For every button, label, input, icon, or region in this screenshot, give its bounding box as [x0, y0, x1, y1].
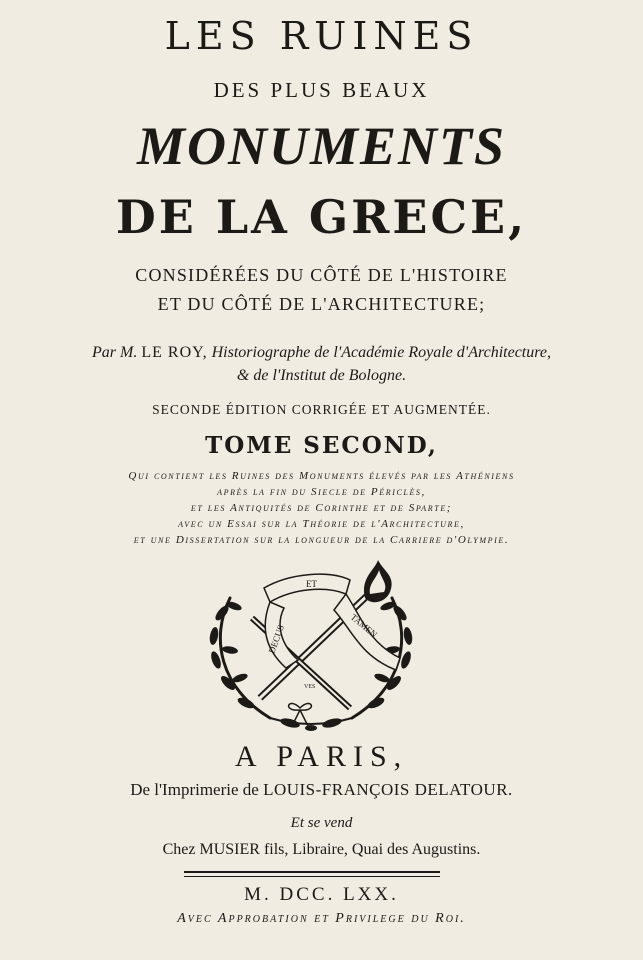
ribbon-word-decus: DECUS: [266, 623, 286, 655]
divider-thick: [184, 871, 440, 873]
bookseller-suffix: fils, Libraire, Quai des Augustins.: [263, 841, 481, 858]
bookseller-prefix: Chez: [162, 841, 196, 858]
vignette-small-text: VES: [304, 684, 316, 690]
edition-note: SECONDE ÉDITION CORRIGÉE ET AUGMENTÉE.: [152, 402, 491, 417]
ribbon-word-et: ET: [306, 579, 317, 589]
author-line: [0, 344, 643, 362]
contents-line: Qui contient les Ruines des Monuments élevés par les Athéniens: [128, 470, 515, 482]
author-institut: & de l'Institut de Bologne.: [236, 367, 407, 384]
title-line-monuments: MONUMENTS: [136, 116, 507, 176]
divider-thin: [184, 876, 440, 877]
printers-vignette: [200, 558, 422, 736]
title-line-grece: DE LA GRECE,: [115, 190, 528, 244]
contents-line: et les Antiquités de Corinthe et de Sparte;: [190, 502, 453, 514]
title-line-ruines: LES RUINES: [164, 14, 479, 58]
author-name: LE ROY,: [141, 344, 208, 361]
volume-title: TOME SECOND,: [205, 432, 438, 459]
bookseller-line: [0, 841, 643, 859]
printer-name: LOUIS-FRANÇOIS DELATOUR.: [263, 780, 513, 799]
contents-line: après la fin du Siecle de Périclès,: [217, 486, 426, 498]
contents-line: avec un Essai sur la Théorie de l'Architecture,: [178, 518, 465, 530]
printer-line: [0, 780, 643, 800]
ribbon-word-tamen: TAMEN: [348, 611, 380, 640]
printer-prefix: De l'Imprimerie de: [130, 780, 259, 799]
publication-year: M. DCC. LXX.: [244, 884, 399, 905]
title-line-des-plus-beaux: DES PLUS BEAUX: [213, 78, 430, 102]
subtitle-architecture: ET DU CÔTÉ DE L'ARCHITECTURE;: [157, 294, 486, 314]
author-title: Historiographe de l'Académie Royale d'Architecture,: [211, 344, 551, 361]
imprint-place: A PARIS,: [234, 740, 409, 773]
privilege-line: Avec Approbation et Privilege du Roi.: [177, 911, 466, 926]
contents-line: et une Dissertation sur la longueur de la Carriere d'Olympie.: [133, 534, 510, 546]
author-prefix: Par M.: [92, 344, 138, 361]
subtitle-histoire: CONSIDÉRÉES DU CÔTÉ DE L'HISTOIRE: [135, 265, 508, 285]
bookseller-name: MUSIER: [199, 841, 260, 858]
sold-line: Et se vend: [290, 815, 353, 831]
